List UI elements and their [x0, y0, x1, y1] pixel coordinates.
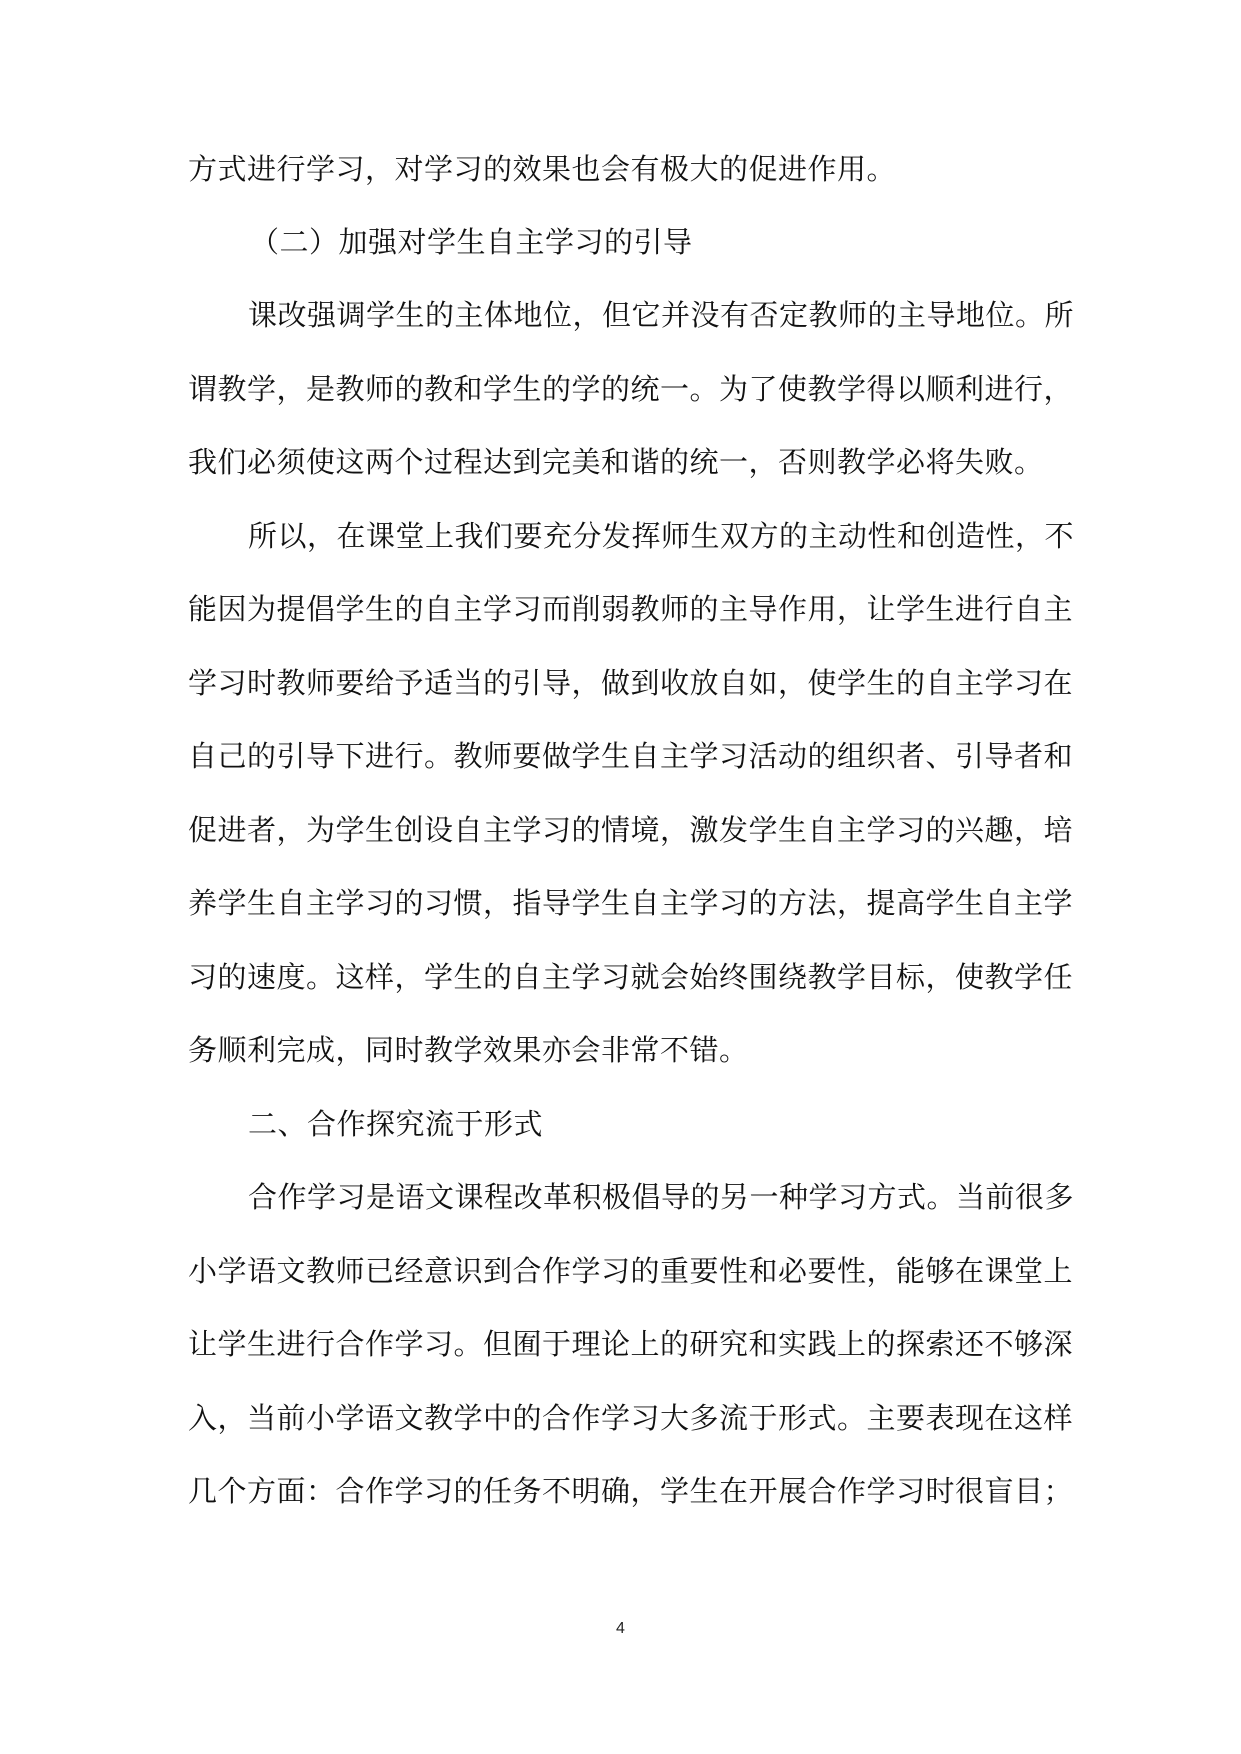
- text-line: 养学生自主学习的习惯，指导学生自主学习的方法，提高学生自主学: [188, 886, 1074, 920]
- section-heading: 二、合作探究流于形式: [248, 1107, 544, 1141]
- text-line: 几个方面：合作学习的任务不明确，学生在开展合作学习时很盲目；: [188, 1474, 1074, 1508]
- text-line: 我们必须使这两个过程达到完美和谐的统一，否则教学必将失败。: [188, 445, 1044, 479]
- text-line: 自己的引导下进行。教师要做学生自主学习活动的组织者、引导者和: [188, 739, 1074, 773]
- text-line: 课改强调学生的主体地位，但它并没有否定教师的主导地位。所: [248, 298, 1075, 332]
- text-line: 习的速度。这样，学生的自主学习就会始终围绕教学目标，使教学任: [188, 960, 1074, 994]
- text-line: 小学语文教师已经意识到合作学习的重要性和必要性，能够在课堂上: [188, 1254, 1074, 1288]
- section-heading: （二）加强对学生自主学习的引导: [250, 225, 693, 259]
- text-line: 促进者，为学生创设自主学习的情境，激发学生自主学习的兴趣，培: [188, 813, 1074, 847]
- text-line: 让学生进行合作学习。但囿于理论上的研究和实践上的探索还不够深: [188, 1327, 1074, 1361]
- text-line: 合作学习是语文课程改革积极倡导的另一种学习方式。当前很多: [248, 1180, 1075, 1214]
- text-line: 学习时教师要给予适当的引导，做到收放自如，使学生的自主学习在: [188, 666, 1074, 700]
- text-line: 入，当前小学语文教学中的合作学习大多流于形式。主要表现在这样: [188, 1401, 1074, 1435]
- text-line: 能因为提倡学生的自主学习而削弱教师的主导作用，让学生进行自主: [188, 592, 1074, 626]
- text-line: 谓教学，是教师的教和学生的学的统一。为了使教学得以顺利进行，: [188, 372, 1074, 406]
- text-line: 所以，在课堂上我们要充分发挥师生双方的主动性和创造性，不: [248, 519, 1075, 553]
- text-line: 务顺利完成，同时教学效果亦会非常不错。: [188, 1033, 749, 1067]
- page-number: 4: [616, 1620, 625, 1637]
- text-line: 方式进行学习，对学习的效果也会有极大的促进作用。: [188, 152, 897, 186]
